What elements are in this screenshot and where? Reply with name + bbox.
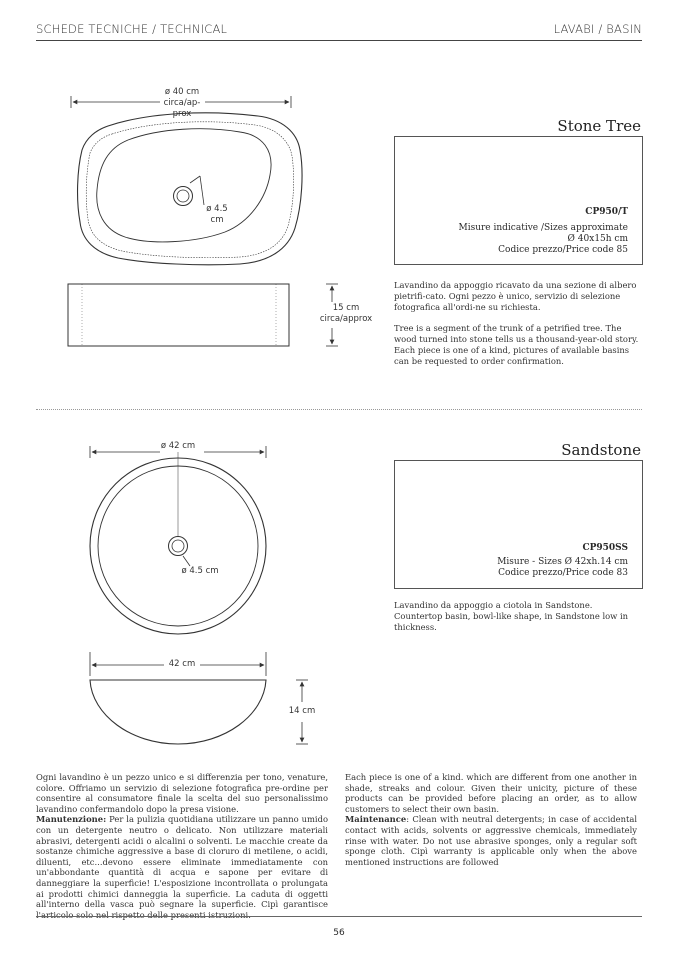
product-sizes-value: Ø 40x15h cm: [567, 234, 628, 244]
stone-tree-top-view: [78, 113, 303, 265]
stone-tree-height-note: circa/approx: [319, 314, 373, 324]
product-sizes-label: Misure - Sizes Ø 42xh.14 cm: [497, 557, 628, 567]
stone-tree-width-note-cont: prox: [172, 109, 192, 119]
maintenance-label-english: Maintenance: [345, 814, 407, 825]
product-description-sandstone: [394, 600, 642, 634]
sandstone-height-label: 14 cm: [288, 706, 316, 716]
stone-tree-height-label: [308, 303, 384, 325]
sandstone-drain-label: ø 4.5 cm: [181, 566, 219, 576]
product-price-code: Codice prezzo/Price code 85: [498, 245, 628, 255]
product-title-stone-tree: Stone Tree: [557, 117, 641, 135]
product-description-stone-tree: [394, 280, 642, 376]
stone-tree-side-view: [68, 284, 289, 346]
stone-tree-width-note: circa/ap-: [163, 98, 201, 108]
product-title-sandstone: Sandstone: [561, 441, 641, 459]
header-category: LAVABI / BASIN: [553, 22, 642, 36]
product-price-code: Codice prezzo/Price code 83: [498, 568, 628, 578]
section-divider: [36, 409, 642, 410]
description-italian: Lavandino da appoggio ricavato da una sezione di albero pietrifi-cato. Ogni pezzo è unico, servizio di selezione fotografica all'ordi-ne su richiesta.: [394, 280, 637, 313]
product-info-box-sandstone: [394, 460, 643, 589]
sandstone-width-label: ø 42 cm: [160, 441, 196, 451]
maintenance-text-english: : Clean with neutral detergents; in case of accidental contact with acids, solvents or aggressive chemicals, immediately rinse with water. Do not use abrasive sponges, only a regular soft sponge cloth. Cipì warranty is applicable only when the above mentioned instructions are followed: [345, 814, 637, 867]
footer-rule: [36, 916, 642, 917]
stone-tree-width-label: [150, 87, 214, 120]
product-code: CP950SS: [582, 543, 628, 553]
sandstone-side-width-label: 42 cm: [168, 659, 196, 669]
maintenance-label-italian: Manutenzione:: [36, 814, 107, 825]
stone-tree-width-value: ø 40 cm: [164, 87, 200, 97]
page-number: 56: [333, 928, 345, 938]
footer-notes-english: [345, 772, 637, 867]
header-section-title: SCHEDE TECNICHE / TECHNICAL: [36, 22, 228, 36]
footer-intro-italian: Ogni lavandino è un pezzo unico e si differenzia per tono, venature, colore. Offriamo un servizio di selezione fotografica pre-ordine per consentire al consumatore finale la scelta del suo personalissimo lavandino confermandolo dopo la presa visione.: [36, 772, 328, 814]
stone-tree-drain-value: ø 4.5: [206, 204, 228, 214]
footer-notes-italian: [36, 772, 328, 920]
sandstone-width-dimension: [90, 446, 266, 566]
product-code: CP950/T: [585, 207, 628, 217]
description-english: Countertop basin, bowl-like shape, in Sandstone low in thickness.: [394, 611, 629, 633]
footer-intro-english: Each piece is one of a kind. which are different from one another in shade, streaks and colour. Given their unicity, picture of these products can be provided before placing an order, as to allow customers to select their own basin.: [345, 772, 637, 814]
stone-tree-height-value: 15 cm: [332, 303, 360, 313]
product-info-box-stone-tree: [394, 136, 643, 265]
sandstone-side-view: [90, 680, 266, 744]
stone-tree-drain-unit: cm: [210, 215, 224, 225]
maintenance-text-italian: Per la pulizia quotidiana utilizzare un panno umido con un detergente neutro o delicato. Non utilizzare materiali abrasivi, detergenti acidi o alcalini o solventi. Le macchie create da sostanze chimiche aggressive a base di cloruro di metilene, o acidi, diluenti, etc...devono essere eliminate immediatamente con un'abbondante quantità di acqua e sapone per evitare di danneggiare la superficie! L'esposizione incontrollata o prolungata ai prodotti chimici danneggia la superficie. La caduta di oggetti all'interno della vasca può segnare la superficie. Cipì garantisce l'articolo solo nel rispetto delle presenti istruzioni.: [36, 814, 328, 920]
stone-tree-drain-label: [200, 204, 234, 226]
description-italian: Lavandino da appoggio a ciotola in Sandstone.: [394, 600, 593, 610]
product-sizes-label: Misure indicative /Sizes approximate: [458, 223, 628, 233]
description-english: Tree is a segment of the trunk of a petrified tree. The wood turned into stone tells us a thousand-year-old story. Each piece is one of a kind, pictures of available basins can be requested to order confirmation.: [394, 322, 639, 367]
